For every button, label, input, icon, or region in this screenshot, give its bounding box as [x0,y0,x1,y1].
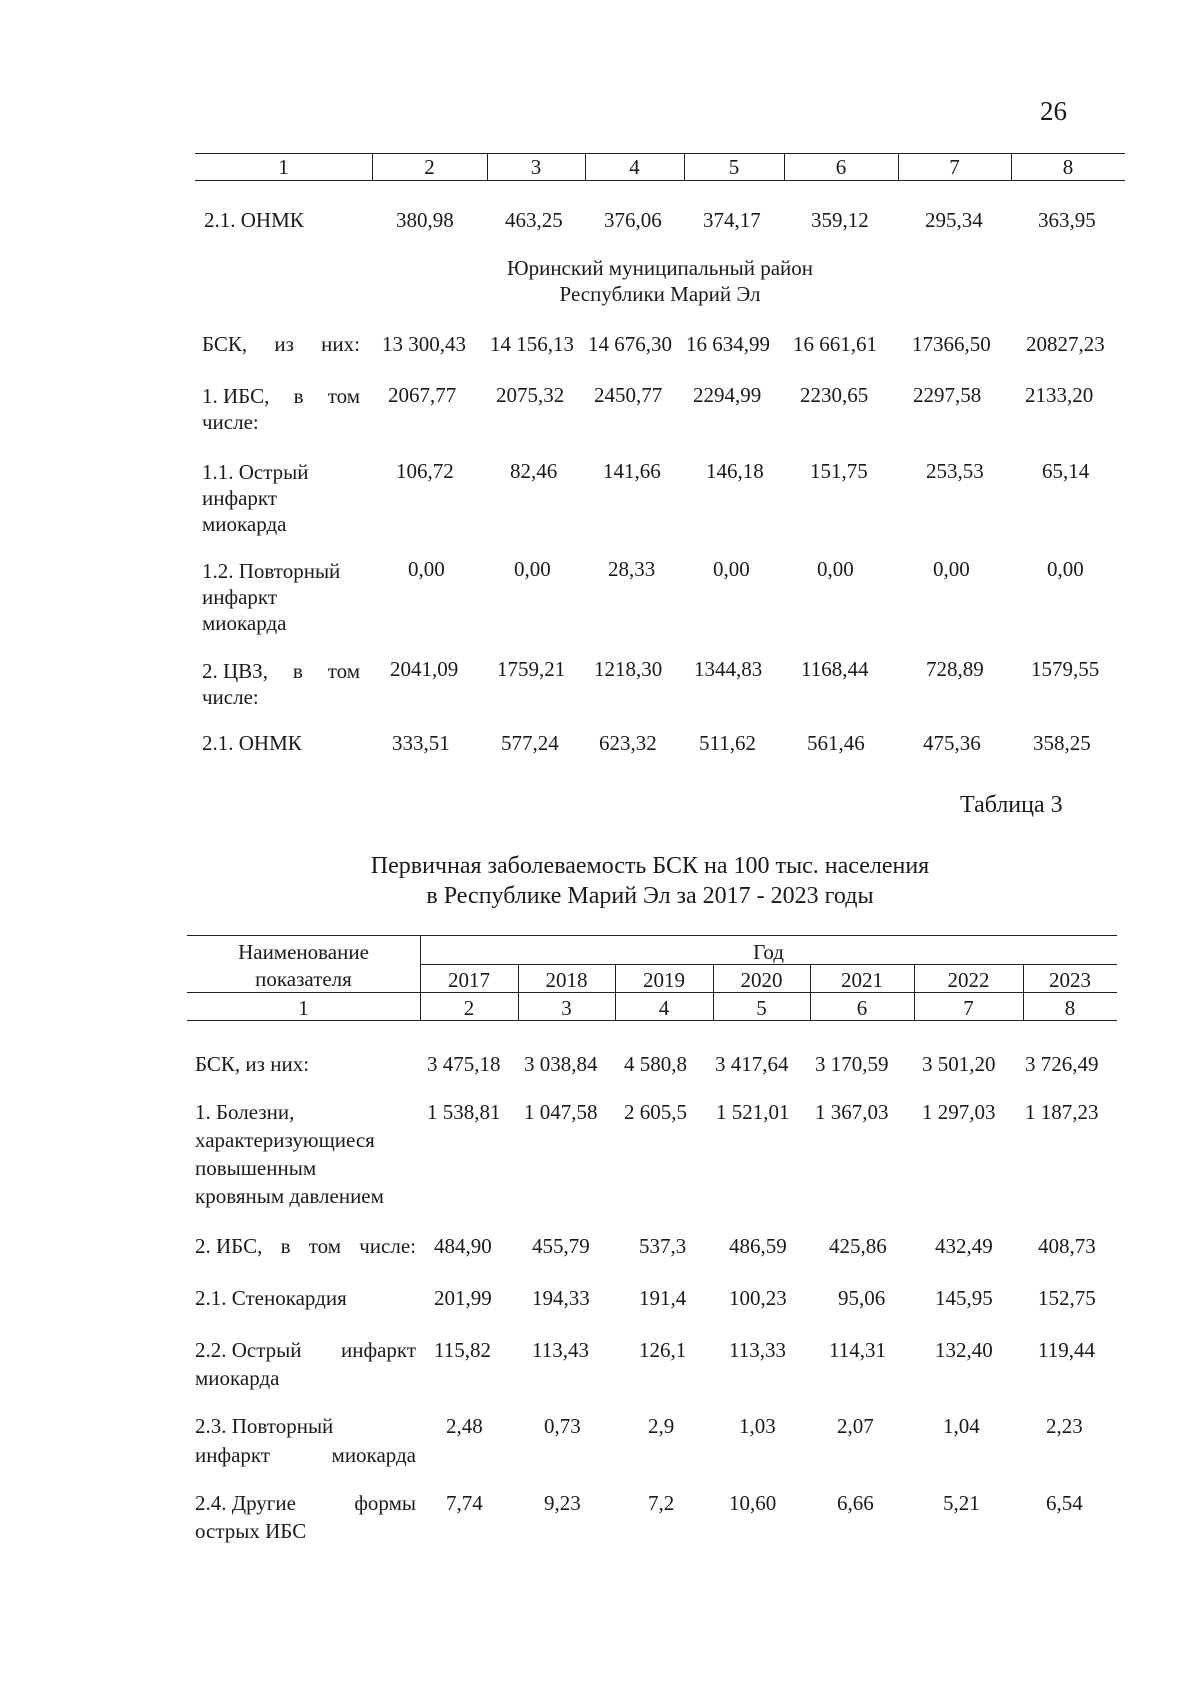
cell-value: 295,34 [925,208,983,232]
header-year-value: 2023 [1049,968,1091,992]
cell-value: 201,99 [434,1286,492,1310]
col-number: 3 [530,155,542,179]
row-label-line: инфаркт [202,585,278,609]
cell-value: 141,66 [603,459,661,483]
cell-value: 106,72 [396,459,454,483]
cell-value: 7,74 [446,1491,483,1515]
cell-value: 2133,20 [1025,383,1094,407]
col-number: 6 [835,155,847,179]
cell-value: 191,4 [639,1286,687,1310]
cell-value: 374,17 [703,208,761,232]
cell-value: 1579,55 [1031,657,1100,681]
cell-value: 2,48 [446,1414,483,1438]
col-number: 2 [463,996,475,1020]
cell-value: 16 661,61 [793,332,877,356]
cell-value: 7,2 [648,1491,675,1515]
cell-value: 1,04 [943,1414,980,1438]
row-label-word: том [327,659,360,683]
row-label-word: миокарда [331,1443,416,1467]
header-year-value: 2020 [740,968,783,992]
cell-value: 2041,09 [390,657,459,681]
cell-value: 3 417,64 [715,1052,789,1076]
cell-value: 486,59 [729,1234,787,1258]
cell-value: 511,62 [699,731,756,755]
cell-value: 1168,44 [801,657,869,681]
row-label-word: формы [354,1491,416,1515]
table-title: в Республике Марий Эл за 2017 - 2023 годы [426,883,874,909]
cell-value: 126,1 [639,1338,687,1362]
cell-value: 28,33 [608,557,656,581]
row-label-line: характеризующиеся [195,1128,375,1152]
cell-value: 1,03 [739,1414,776,1438]
cell-value: 3 170,59 [815,1052,889,1076]
col-number: 1 [298,996,309,1020]
cell-value: 623,32 [599,731,657,755]
header-year-value: 2019 [643,968,685,992]
row-label-line: кровяным давлением [195,1184,384,1208]
row-label [195,1234,416,1259]
cell-value: 0,00 [1047,557,1084,581]
col-number: 4 [658,996,670,1020]
row-label-line: числе: [202,410,259,434]
row-label-line: 1.1. Острый [202,460,309,484]
cell-value: 6,66 [837,1491,874,1515]
top-table-header-line-top [195,153,1125,154]
cell-value: 152,75 [1038,1286,1096,1310]
cell-value: 333,51 [392,731,450,755]
header-year: Год [753,940,784,964]
cell-value: 4 580,8 [624,1052,687,1076]
row-label-word: 2.4. Другие [195,1491,296,1515]
cell-value: 65,14 [1042,459,1090,483]
row-label [195,1443,416,1468]
cell-value: 253,53 [926,459,984,483]
section-title: Республики Марий Эл [559,282,761,306]
cell-value: 145,95 [935,1286,993,1310]
cell-value: 113,33 [729,1338,786,1362]
cell-value: 1 538,81 [427,1100,501,1124]
cell-value: 9,23 [544,1491,581,1515]
cell-value: 408,73 [1038,1234,1096,1258]
cell-value: 1 521,01 [716,1100,790,1124]
col-number: 8 [1064,996,1076,1020]
col-number: 1 [278,155,289,179]
row-label-line: миокарда [195,1366,280,1390]
header-year-value: 2017 [448,968,490,992]
cell-value: 1218,30 [594,657,663,681]
row-label-word: БСК, [202,332,248,356]
header-year-value: 2022 [947,968,990,992]
row-label [202,659,360,684]
cell-value: 376,06 [604,208,662,232]
cell-value: 95,06 [838,1286,886,1310]
cell-value: 484,90 [434,1234,492,1258]
row-label-word: инфаркт [195,1443,271,1467]
cell-value: 577,24 [501,731,559,755]
row-label [202,332,360,357]
row-label: 2.1. ОНМК [202,731,302,755]
page-number: 26 [1040,96,1067,126]
col-number: 8 [1062,155,1074,179]
cell-value: 0,00 [713,557,750,581]
row-label-word: 2. ЦВЗ, [202,659,268,683]
cell-value: 2075,32 [496,383,565,407]
cell-value: 115,82 [434,1338,491,1362]
cell-value: 561,46 [807,731,865,755]
row-label: 2.1. Стенокардия [195,1286,347,1310]
col-number: 7 [949,155,960,179]
cell-value: 455,79 [532,1234,590,1258]
row-label-word: из [274,332,294,356]
cell-value: 2,9 [648,1414,675,1438]
cell-value: 20827,23 [1026,332,1105,356]
cell-value: 114,31 [829,1338,886,1362]
col-number: 4 [629,155,640,179]
cell-value: 3 475,18 [427,1052,501,1076]
row-label-word: инфаркт [340,1338,416,1362]
row-label-line: повышенным [195,1156,317,1180]
col-number: 7 [963,996,974,1020]
cell-value: 13 300,43 [382,332,466,356]
row-label-line: миокарда [202,512,287,536]
row-label [195,1491,416,1516]
row-label-word: 1. ИБС, [202,384,270,408]
cell-value: 2294,99 [693,383,762,407]
cell-value: 119,44 [1038,1338,1095,1362]
cell-value: 5,21 [943,1491,980,1515]
row-label-word: том [327,384,360,408]
cell-value: 380,98 [396,208,454,232]
cell-value: 1 297,03 [922,1100,996,1124]
col-number: 5 [756,996,767,1020]
cell-value: 14 676,30 [588,332,672,356]
row-label-line: острых ИБС [195,1519,307,1543]
row-label: 2.1. ОНМК [204,208,304,232]
row-label-word: в [293,384,304,408]
cell-value: 132,40 [935,1338,993,1362]
row-label-line: инфаркт [202,486,278,510]
col-number: 2 [424,155,435,179]
cell-value: 463,25 [505,208,563,232]
cell-value: 16 634,99 [686,332,770,356]
cell-value: 17366,50 [912,332,991,356]
cell-value: 2,07 [837,1414,874,1438]
table-title: Первичная заболеваемость БСК на 100 тыс. населения [370,853,930,879]
cell-value: 2297,58 [913,383,982,407]
cell-value: 10,60 [729,1491,777,1515]
header-name: Наименование [238,940,369,964]
cell-value: 2,23 [1046,1414,1083,1438]
col-number: 5 [728,155,740,179]
cell-value: 3 726,49 [1025,1052,1099,1076]
cell-value: 194,33 [532,1286,590,1310]
row-label-word: числе: [359,1234,416,1258]
row-label-line: 2.3. Повторный [195,1414,334,1438]
row-label-word: в [292,659,303,683]
top-table-header-line-bottom [195,180,1125,181]
cell-value: 1759,21 [497,657,566,681]
cell-value: 3 501,20 [922,1052,996,1076]
cell-value: 0,00 [933,557,970,581]
cell-value: 728,89 [926,657,984,681]
row-label [202,384,360,409]
cell-value: 359,12 [811,208,869,232]
cell-value: 1 367,03 [815,1100,889,1124]
cell-value: 82,46 [510,459,558,483]
cell-value: 146,18 [706,459,764,483]
col-number: 6 [856,996,868,1020]
cell-value: 358,25 [1033,731,1091,755]
cell-value: 100,23 [729,1286,787,1310]
col-number: 3 [561,996,572,1020]
cell-value: 537,3 [639,1234,687,1258]
row-label-word: 2. ИБС, [195,1234,263,1258]
cell-value: 14 156,13 [490,332,574,356]
row-label-word: том [308,1234,341,1258]
cell-value: 2067,77 [388,383,457,407]
cell-value: 475,36 [923,731,981,755]
header-name: показателя [255,967,352,991]
cell-value: 2230,65 [800,383,869,407]
row-label-line: 1.2. Повторный [202,559,341,583]
row-label-word: в [280,1234,291,1258]
section-title: Юринский муниципальный район [507,256,813,280]
cell-value: 363,95 [1038,208,1096,232]
cell-value: 432,49 [935,1234,993,1258]
row-label: БСК, из них: [195,1052,310,1076]
cell-value: 0,00 [817,557,854,581]
header-year-value: 2021 [841,968,883,992]
cell-value: 1344,83 [694,657,763,681]
cell-value: 113,43 [532,1338,589,1362]
table3-line-top [187,935,1117,936]
cell-value: 6,54 [1046,1491,1083,1515]
cell-value: 151,75 [810,459,868,483]
row-label-line: числе: [202,685,259,709]
header-year-value: 2018 [545,968,588,992]
cell-value: 425,86 [829,1234,887,1258]
row-label-line: 1. Болезни, [195,1100,295,1124]
cell-value: 3 038,84 [524,1052,598,1076]
row-label [195,1338,416,1363]
cell-value: 1 187,23 [1025,1100,1099,1124]
cell-value: 0,73 [544,1414,581,1438]
row-label-line: миокарда [202,611,287,635]
row-label-word: 2.2. Острый [195,1338,302,1362]
cell-value: 2 605,5 [624,1100,687,1124]
cell-value: 2450,77 [594,383,663,407]
cell-value: 0,00 [514,557,551,581]
row-label-word: них: [321,332,360,356]
table-caption: Таблица 3 [960,792,1063,818]
cell-value: 1 047,58 [524,1100,598,1124]
cell-value: 0,00 [408,557,445,581]
